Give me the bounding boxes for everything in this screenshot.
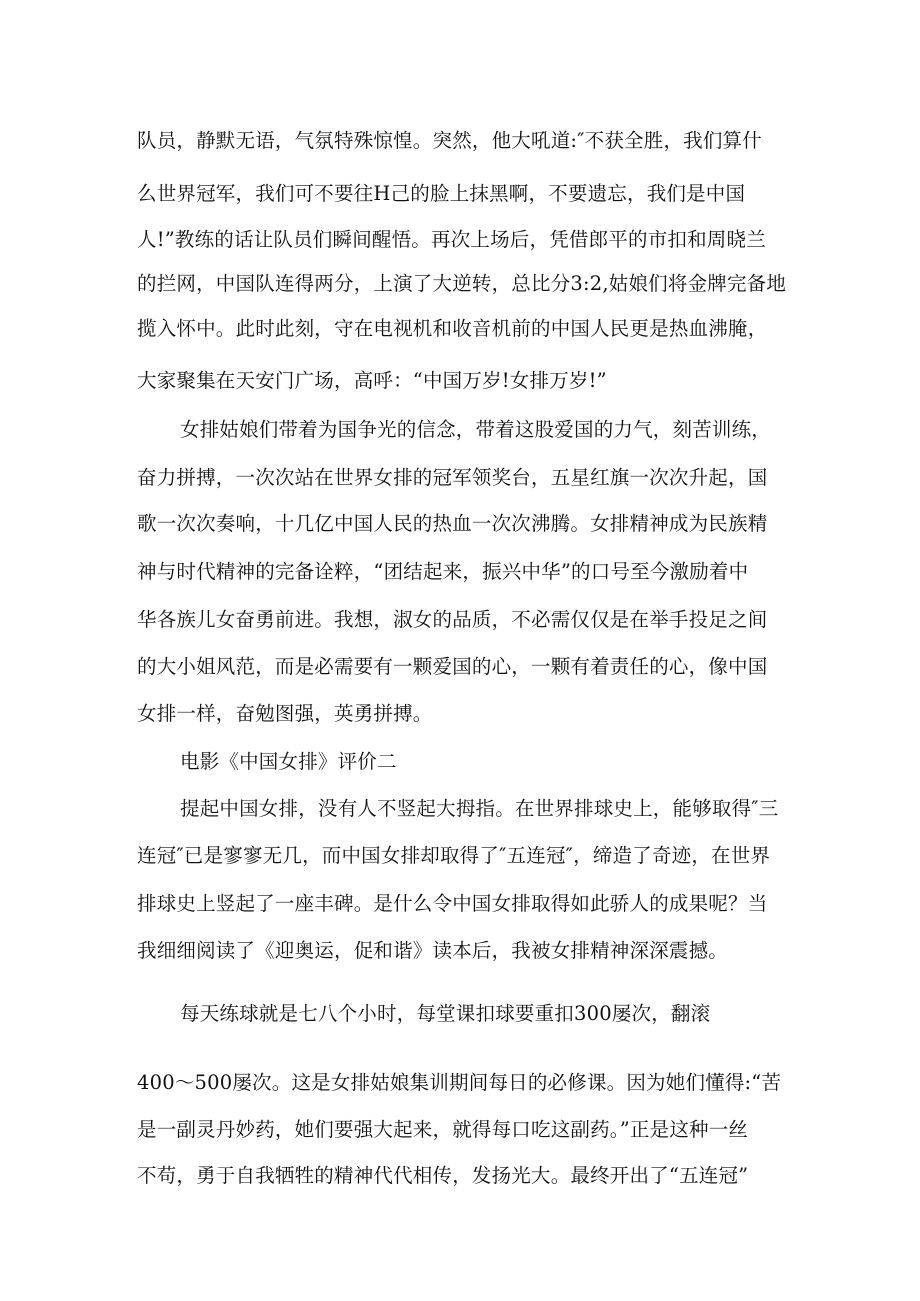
- text-line: 歌一次次奏响，十几亿中国人民的热血一次次沸腾。女排精神成为民族精: [137, 512, 768, 535]
- text-line: 人!”教练的话让队员们瞬间醒悟。再次上场后，凭借郎平的市扣和周晓兰: [137, 228, 766, 251]
- section-heading: 电影《中国女排》评价二: [180, 750, 397, 773]
- text-line: 华各族儿女奋勇前进。我想，淑女的品质，不必需仅仅是在举手投足之间: [137, 608, 768, 631]
- text-line: 揽入怀中。此时此刻，守在电视机和收音机前的中国人民更是热血沸腌，: [137, 317, 768, 340]
- text-line: 大家聚集在天安门广场，高呼：“中国万岁!女排万岁!”: [137, 369, 607, 392]
- text-line: 排球史上竖起了一座丰碑。是什么令中国女排取得如此骄人的成果呢？当: [137, 892, 768, 915]
- paragraph-first-line: 女排姑娘们带着为国争光的信念，带着这股爱国的力气，刻苦训练，: [180, 418, 772, 441]
- text-line: 女排一样，奋勉图强，英勇拼搏。: [137, 702, 433, 725]
- paragraph-first-line: 提起中国女排，没有人不竖起大拇指。在世界排球史上，能够取得″三: [180, 797, 779, 820]
- text-line: 奋力拼搏，一次次站在世界女排的冠军领奖台，五星红旗一次次升起，国: [137, 466, 768, 489]
- text-line: 不苟，勇于自我牺牲的精神代代相传，发扬光大。最终开出了“五连冠”: [137, 1164, 749, 1187]
- text-line: 队员，静默无语，气氛特殊惊惶。突然，他大吼道:″不获全胜，我们算什: [137, 129, 762, 152]
- text-line: 连冠″已是寥寥无几，而中国女排却取得了″五连冠″，缔造了奇迹，在世界: [137, 844, 771, 867]
- text-line: 的拦网，中国队连得两分，上演了大逆转，总比分3:2,姑娘们将金牌完备地: [137, 272, 787, 295]
- text-line: 神与时代精神的完备诠粹，“团结起来，振兴中华”的口号至今激励着中: [137, 560, 749, 583]
- paragraph-first-line: 每天练球就是七八个小时，每堂课扣球要重扣300屡次，翻滚: [180, 1002, 711, 1025]
- text-line: 我细细阅读了《迎奥运，促和谐》读本后，我被女排精神深深震撼。: [137, 939, 729, 962]
- text-line: 是一副灵丹妙药，她们要强大起来，就得每口吃这副药。”正是这种一丝: [137, 1118, 749, 1141]
- text-line: 400～500屡次。这是女排姑娘集训期间每日的必修课。因为她们懂得:“苦: [137, 1071, 782, 1094]
- text-line: 的大小姐风范，而是必需要有一颗爱国的心，一颗有着责任的心，像中国: [137, 655, 768, 678]
- text-line: 么世界冠军，我们可不要往H己的脸上抹黑啊，不要遗忘，我们是中国: [137, 182, 746, 205]
